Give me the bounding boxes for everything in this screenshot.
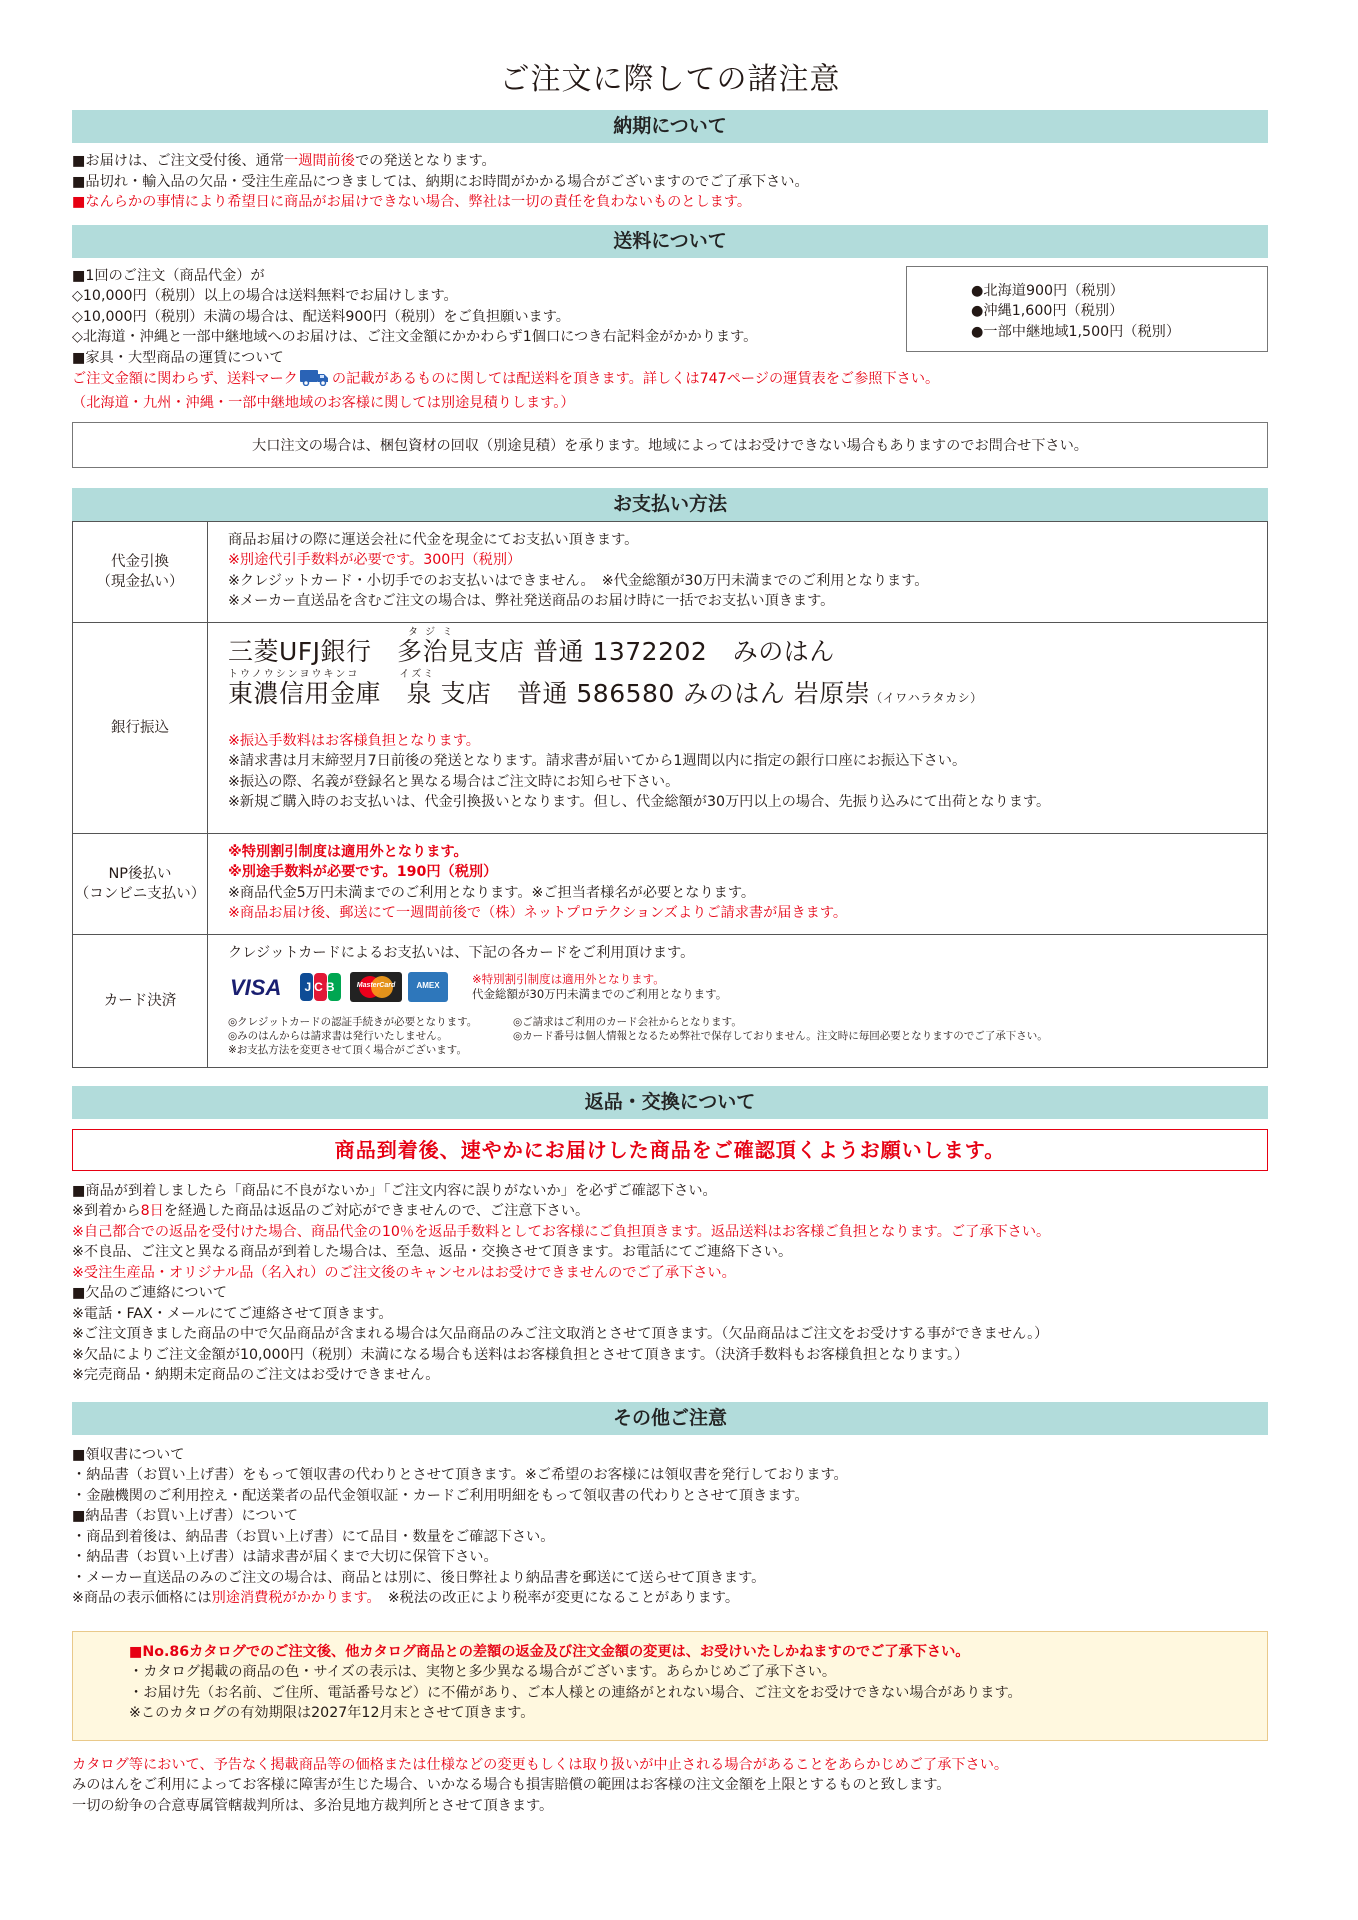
returns-line-5: ※受注生産品・オリジナル品（名入れ）のご注文後のキャンセルはお受けできませんのでご了承下さい。: [72, 1264, 736, 1281]
returns-line-9: ※欠品によりご注文金額が10,000円（税別）未満になる場合も送料はお客様負担とさせて頂きます。（決済手数料もお客様負担となります。）: [72, 1346, 969, 1363]
card-note-2: 代金総額が30万円未満までのご利用となります。: [472, 987, 728, 1001]
card-brand-row: [228, 969, 1267, 1005]
cod-line-3: ※クレジットカード・小切手でのお支払いはできません。 ※代金総額が30万円未満までのご利用となります。: [228, 572, 929, 589]
payment-body-bank: [208, 623, 1267, 833]
delivery-text: ■お届けは、ご注文受付後、通常: [72, 153, 285, 169]
other-line-5: ・商品到着後は、納品書（お買い上げ書）にて品目・数量をご確認下さい。: [72, 1528, 555, 1545]
bank-ruby-2a: トウノウシンヨウキンコ: [228, 668, 360, 680]
footer-line-1: カタログ等において、予告なく掲載商品等の価格または仕様などの変更もしくは取り扱いが中止される場合があることをあらかじめご了承下さい。: [72, 1756, 1009, 1773]
other-line-6: ・納品書（お買い上げ書）は請求書が届くまで大切に保管下さい。: [72, 1549, 498, 1565]
card-line-1: クレジットカードによるお支払いは、下記の各カードをご利用頂けます。: [228, 944, 695, 961]
jcb-logo: [298, 972, 344, 1002]
notice-line-4: ※このカタログの有効期限は2027年12月末とさせて頂きます。: [129, 1705, 535, 1721]
mastercard-logo: [350, 972, 402, 1002]
delivery-line-2: ■品切れ・輸入品の欠品・受注生産品につきましては、納期にお時間がかかる場合がございますのでご了承下さい。: [72, 173, 809, 190]
payment-label-cod: [73, 522, 208, 622]
delivery-text: での発送となります。: [354, 153, 496, 169]
payment-table: [72, 521, 1268, 1068]
bulk-order-note: 大口注文の場合は、梱包資材の回収（別途見積）を承ります。地域によってはお受けできない場合もありますのでお問合せ下さい。: [252, 437, 1088, 454]
amex-logo-text: AMEX: [416, 981, 440, 990]
other-header: その他ご注意: [72, 1402, 1268, 1435]
footer-line-3: 一切の紛争の合意専属管轄裁判所は、多治見地方裁判所とさせて頂きます。: [72, 1797, 554, 1814]
bank-ruby-1: タ ジ ミ: [408, 626, 455, 638]
shipping-line-4: ◇北海道・沖縄と一部中継地域へのお届けは、ご注文金額にかかわらず1個口につき右記料金がかかります。: [72, 329, 758, 345]
payment-label-bank: 銀行振込: [73, 623, 208, 833]
bank-ruby-2b: イズミ: [399, 668, 436, 680]
returns-line-4: ※不良品、ご注文と異なる商品が到着した場合は、至急、返品・交換させて頂きます。お電話にてご連絡下さい。: [72, 1244, 793, 1260]
payment-row-np: [73, 833, 1267, 934]
payment-label-card: カード決済: [73, 935, 208, 1067]
bank-note-3: ※振込の際、名義が登録名と異なる場合はご注文時にお知らせ下さい。: [228, 773, 680, 790]
bank-note-1: ※振込手数料はお客様負担となります。: [228, 732, 480, 749]
shipping-line-3: ◇10,000円（税別）未満の場合は、配送料900円（税別）をご負担願います。: [72, 308, 570, 325]
returns-highlight: 8日: [140, 1203, 164, 1219]
bank-account-2-main: 東濃信用金庫 泉 支店 普通 586580 みのはん 岩原崇: [228, 678, 871, 708]
bank-account-2-kana: （イワハラタカシ）: [870, 690, 983, 705]
card-small-2: ◎みのはんからは請求書は発行いたしません。: [228, 1030, 448, 1042]
returns-line-7: ※電話・FAX・メールにてご連絡させて頂きます。: [72, 1305, 393, 1322]
returns-banner: 商品到着後、速やかにお届けした商品をご確認頂くようお願いします。: [72, 1129, 1268, 1171]
delivery-section: [72, 151, 1268, 213]
payment-body-card: [208, 935, 1267, 1067]
other-line-8: [72, 1588, 1268, 1609]
returns-text: を経過した商品は返品のご対応ができませんので、ご注意下さい。: [163, 1203, 590, 1219]
footer: [72, 1755, 1268, 1817]
other-line-4: ■納品書（お買い上げ書）について: [72, 1508, 298, 1524]
payment-row-cod: [73, 521, 1267, 622]
shipping-section: [72, 266, 1268, 412]
bank-note-2: ※請求書は月末締翌月7日前後の発送となります。請求書が届いてから1週間以内に指定の銀行口座にお振込下さい。: [228, 753, 967, 769]
returns-section: [72, 1181, 1268, 1386]
other-line-1: ■領収書について: [72, 1446, 185, 1463]
card-small-3: ※お支払方法を変更させて頂く場合がございます。: [228, 1044, 467, 1056]
card-small-4: ◎ご請求はご利用のカード会社からとなります。: [513, 1016, 742, 1028]
payment-row-card: [73, 934, 1267, 1067]
card-small-1: ◎クレジットカードの認証手続きが必要となります。: [228, 1016, 478, 1028]
delivery-line-1: [72, 151, 1268, 172]
bulk-order-box: [72, 422, 1268, 468]
payment-header: お支払い方法: [72, 488, 1268, 521]
region-fee-relay: ●一部中継地域1,500円（税別）: [971, 323, 1181, 340]
other-line-2: ・納品書（お買い上げ書）をもって領収書の代わりとさせて頂きます。※ご希望のお客様には領収書を発行しております。: [72, 1467, 848, 1483]
visa-logo-text: VISA: [230, 975, 282, 1000]
other-section: [72, 1445, 1268, 1609]
delivery-line-3: ■なんらかの事情により希望日に商品がお届けできない場合、弊社は一切の責任を負わないものとします。: [72, 194, 752, 210]
shipping-text: の記載があるものに関しては配送料を頂きます。詳しくは747ページの運賃表をご参照下さい。: [331, 371, 940, 387]
returns-line-2: [72, 1201, 1268, 1222]
delivery-highlight: 一週間前後: [284, 153, 355, 169]
catalog-notice-box: [72, 1631, 1268, 1741]
notice-line-1: ■No.86カタログでのご注文後、他カタログ商品との差額の返金及び注文金額の変更は、お受けいたしかねますのでご了承下さい。: [129, 1643, 970, 1660]
returns-line-6: ■欠品のご連絡について: [72, 1285, 227, 1301]
other-line-7: ・メーカー直送品のみのご注文の場合は、商品とは別に、後日弊社より納品書を郵送にて送らせて頂きます。: [72, 1569, 766, 1586]
other-text: ※税法の改正により税率が変更になることがあります。: [373, 1590, 740, 1606]
page: [72, 0, 1268, 1816]
np-line-3: ※商品代金5万円未満までのご利用となります。※ご担当者様名が必要となります。: [228, 884, 756, 901]
bank-note-4: ※新規ご購入時のお支払いは、代金引換扱いとなります。但し、代金総額が30万円以上の場合、先振り込みにて出荷となります。: [228, 794, 1051, 810]
shipping-line-6: [72, 368, 1268, 393]
other-line-3: ・金融機関のご利用控え・配送業者の品代金領収証・カードご利用明細をもって領収書の代わりとさせて頂きます。: [72, 1487, 809, 1504]
shipping-line-2: ◇10,000円（税別）以上の場合は送料無料でお届けします。: [72, 288, 458, 304]
np-line-1: ※特別割引制度は適用外となります。: [228, 843, 468, 860]
card-small-5: ◎カード番号は個人情報となるため弊社で保存しておりません。注文時に毎回必要となりますのでご了承下さい。: [513, 1030, 1048, 1042]
visa-logo: [228, 972, 292, 1002]
cod-line-1: 商品お届けの際に運送会社に代金を現金にてお支払い頂きます。: [228, 531, 639, 548]
jcb-logo-text: JCB: [304, 980, 338, 994]
np-line-2: ※別途手数料が必要です。190円（税別）: [228, 864, 498, 880]
other-text: ※商品の表示価格には: [72, 1590, 212, 1606]
card-note-red: ※特別割引制度は適用外となります。: [472, 972, 665, 986]
cod-line-4: ※メーカー直送品を含むご注文の場合は、弊社発送商品のお届け時に一括でお支払い頂きます。: [228, 593, 835, 609]
cod-label: 代金引換: [111, 553, 169, 570]
np-line-4: ※商品お届け後、郵送にて一週間前後で（株）ネットプロテクションズよりご請求書が届きます。: [228, 905, 848, 921]
cod-line-2: ※別途代引手数料が必要です。300円（税別）: [228, 552, 522, 568]
region-fee-box: [906, 266, 1268, 352]
notice-line-3: ・お届け先（お名前、ご住所、電話番号など）に不備があり、ご本人様との連絡がとれない場合、ご注文をお受けできない場合があります。: [129, 1684, 1022, 1701]
mastercard-logo-text: MasterCard: [356, 982, 396, 989]
returns-line-8: ※ご注文頂きました商品の中で欠品商品が含まれる場合は欠品商品のみご注文取消とさせて頂きます。（欠品商品はご注文をお受けする事ができません。）: [72, 1326, 1049, 1342]
delivery-header: 納期について: [72, 110, 1268, 143]
other-highlight: 別途消費税がかかります。: [211, 1590, 374, 1606]
notice-line-2: ・カタログ掲載の商品の色・サイズの表示は、実物と多少異なる場合がございます。あらかじめご了承下さい。: [129, 1664, 837, 1680]
shipping-line-1: ■1回のご注文（商品代金）が: [72, 267, 265, 284]
shipping-line-7: （北海道・九州・沖縄・一部中継地域のお客様に関しては別途見積りします。）: [72, 394, 575, 411]
payment-row-bank: [73, 622, 1267, 833]
truck-icon: [300, 368, 330, 393]
region-fee-okinawa: ●沖縄1,600円（税別）: [971, 303, 1124, 319]
payment-body-cod: [208, 522, 1267, 622]
returns-line-3: ※自己都合での返品を受付けた場合、商品代金の10％を返品手数料としてお客様にご負担頂きます。返品送料はお客様ご負担となります。ご了承下さい。: [72, 1223, 1051, 1240]
returns-line-10: ※完売商品・納期未定商品のご注文はお受けできません。: [72, 1367, 440, 1383]
region-fee-hokkaido: ●北海道900円（税別）: [971, 282, 1124, 299]
returns-text: ※到着から: [72, 1203, 141, 1219]
amex-logo: [408, 972, 448, 1002]
np-sublabel: （コンビニ支払い）: [74, 885, 206, 902]
cod-sublabel: （現金払い）: [96, 573, 184, 590]
bank-account-1: 三菱UFJ銀行 多治見支店 普通 1372202 みのはん: [228, 636, 835, 666]
payment-label-np: [73, 834, 208, 934]
page-title: ご注文に際しての諸注意: [499, 62, 841, 97]
payment-body-np: [208, 834, 1267, 934]
np-label: NP後払い: [108, 865, 172, 882]
shipping-text: ご注文金額に関わらず、送料マーク: [72, 371, 298, 387]
shipping-header: 送料について: [72, 225, 1268, 258]
returns-header: 返品・交換について: [72, 1086, 1268, 1119]
shipping-line-5: ■家具・大型商品の運賃について: [72, 349, 284, 366]
bank-account-2: [228, 678, 1267, 711]
returns-line-1: ■商品が到着しましたら「商品に不良がないか」「ご注文内容に誤りがないか」を必ずご確認下さい。: [72, 1182, 717, 1199]
footer-line-2: みのはんをご利用によってお客様に障害が生じた場合、いかなる場合も損害賠償の範囲はお客様の注文金額を上限とするものと致します。: [72, 1777, 951, 1793]
